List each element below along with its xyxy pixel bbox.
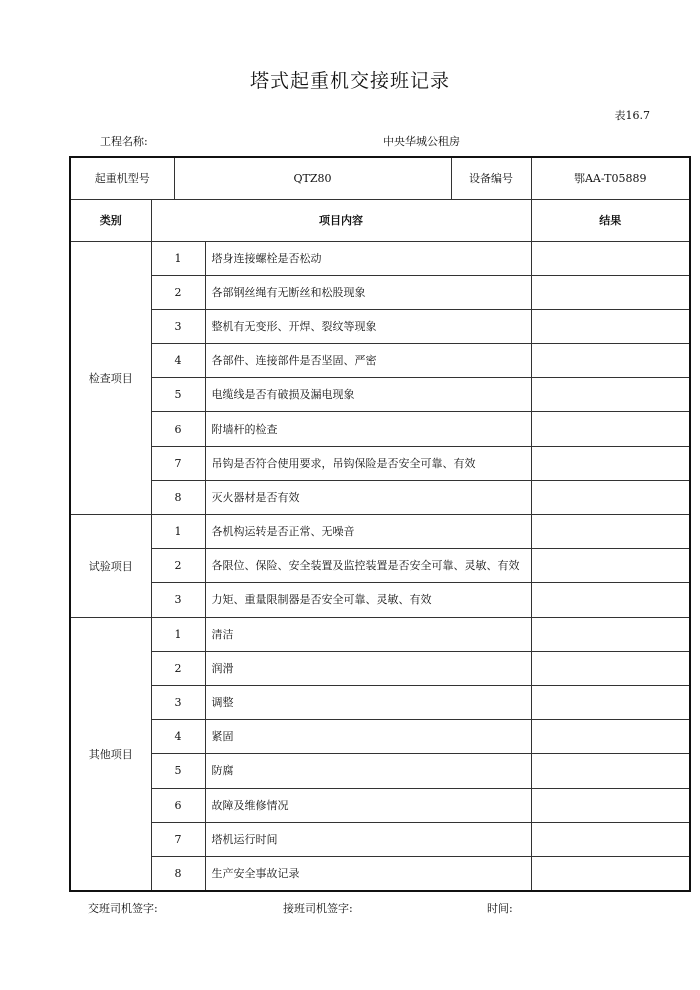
item-content: 生产安全事故记录 xyxy=(205,856,531,890)
item-content: 防腐 xyxy=(205,754,531,788)
form-number: 表16.7 xyxy=(614,109,650,122)
item-result-cell[interactable] xyxy=(531,822,690,856)
item-row xyxy=(70,720,690,754)
header-row xyxy=(70,199,690,241)
item-content: 整机有无变形、开焊、裂纹等现象 xyxy=(205,309,531,343)
item-content: 各部钢丝绳有无断丝和松股现象 xyxy=(205,275,531,309)
crane-model-value: QTZ80 xyxy=(174,157,451,199)
item-number: 8 xyxy=(151,480,205,514)
item-content: 润滑 xyxy=(205,651,531,685)
item-number: 1 xyxy=(151,617,205,651)
category-cell: 其他项目 xyxy=(70,617,151,891)
item-result-cell[interactable] xyxy=(531,446,690,480)
item-row xyxy=(70,822,690,856)
item-row xyxy=(70,309,690,343)
handover-record-table xyxy=(69,156,691,892)
category-header: 类别 xyxy=(70,199,151,241)
device-number-label: 设备编号 xyxy=(451,157,531,199)
item-content: 紧固 xyxy=(205,720,531,754)
item-number: 5 xyxy=(151,378,205,412)
item-content: 附墙杆的检查 xyxy=(205,412,531,446)
item-content: 塔身连接螺栓是否松动 xyxy=(205,241,531,275)
item-number: 2 xyxy=(151,275,205,309)
item-number: 7 xyxy=(151,446,205,480)
item-row xyxy=(70,241,690,275)
item-row xyxy=(70,446,690,480)
item-result-cell[interactable] xyxy=(531,720,690,754)
item-row xyxy=(70,480,690,514)
item-content: 灭火器材是否有效 xyxy=(205,480,531,514)
content-header: 项目内容 xyxy=(151,199,531,241)
machine-info-row xyxy=(70,157,690,199)
item-number: 1 xyxy=(151,515,205,549)
document-title: 塔式起重机交接班记录 xyxy=(249,70,450,92)
category-cell: 试验项目 xyxy=(70,515,151,618)
item-result-cell[interactable] xyxy=(531,788,690,822)
item-row xyxy=(70,788,690,822)
handover-driver-signature-label: 交班司机签字: xyxy=(88,902,158,915)
item-result-cell[interactable] xyxy=(531,241,690,275)
item-result-cell[interactable] xyxy=(531,344,690,378)
item-number: 3 xyxy=(151,583,205,617)
item-content: 吊钩是否符合使用要求，吊钩保险是否安全可靠、有效 xyxy=(205,446,531,480)
item-row xyxy=(70,412,690,446)
project-name-value: 中央华城公租房 xyxy=(383,135,460,148)
item-result-cell[interactable] xyxy=(531,275,690,309)
item-result-cell[interactable] xyxy=(531,515,690,549)
item-row xyxy=(70,617,690,651)
item-content: 各机构运转是否正常、无噪音 xyxy=(205,515,531,549)
item-content: 塔机运行时间 xyxy=(205,822,531,856)
item-number: 8 xyxy=(151,856,205,890)
item-content: 力矩、重量限制器是否安全可靠、灵敏、有效 xyxy=(205,583,531,617)
item-result-cell[interactable] xyxy=(531,378,690,412)
item-row xyxy=(70,856,690,890)
device-number-value: 鄂AA-T05889 xyxy=(531,157,690,199)
item-row xyxy=(70,549,690,583)
item-row xyxy=(70,685,690,719)
item-content: 各限位、保险、安全装置及监控装置是否安全可靠、灵敏、有效 xyxy=(205,549,531,583)
project-name-label: 工程名称: xyxy=(100,135,148,148)
item-number: 3 xyxy=(151,685,205,719)
item-number: 1 xyxy=(151,241,205,275)
item-number: 6 xyxy=(151,788,205,822)
item-result-cell[interactable] xyxy=(531,480,690,514)
item-result-cell[interactable] xyxy=(531,309,690,343)
item-row xyxy=(70,754,690,788)
item-result-cell[interactable] xyxy=(531,617,690,651)
item-content: 故障及维修情况 xyxy=(205,788,531,822)
item-number: 3 xyxy=(151,309,205,343)
item-result-cell[interactable] xyxy=(531,651,690,685)
crane-model-label: 起重机型号 xyxy=(70,157,174,199)
item-number: 4 xyxy=(151,720,205,754)
takeover-driver-signature-label: 接班司机签字: xyxy=(283,902,353,915)
item-number: 5 xyxy=(151,754,205,788)
item-row xyxy=(70,583,690,617)
item-number: 6 xyxy=(151,412,205,446)
item-content: 电缆线是否有破损及漏电现象 xyxy=(205,378,531,412)
item-content: 清洁 xyxy=(205,617,531,651)
item-result-cell[interactable] xyxy=(531,754,690,788)
item-content: 调整 xyxy=(205,685,531,719)
item-result-cell[interactable] xyxy=(531,549,690,583)
item-result-cell[interactable] xyxy=(531,856,690,890)
item-row xyxy=(70,344,690,378)
item-result-cell[interactable] xyxy=(531,412,690,446)
category-cell: 检查项目 xyxy=(70,241,151,515)
item-number: 2 xyxy=(151,651,205,685)
item-number: 2 xyxy=(151,549,205,583)
item-result-cell[interactable] xyxy=(531,583,690,617)
item-result-cell[interactable] xyxy=(531,685,690,719)
item-row xyxy=(70,515,690,549)
result-header: 结果 xyxy=(531,199,690,241)
item-number: 4 xyxy=(151,344,205,378)
time-label: 时间: xyxy=(487,902,513,915)
item-row xyxy=(70,378,690,412)
item-content: 各部件、连接部件是否坚固、严密 xyxy=(205,344,531,378)
item-row xyxy=(70,651,690,685)
item-row xyxy=(70,275,690,309)
item-number: 7 xyxy=(151,822,205,856)
